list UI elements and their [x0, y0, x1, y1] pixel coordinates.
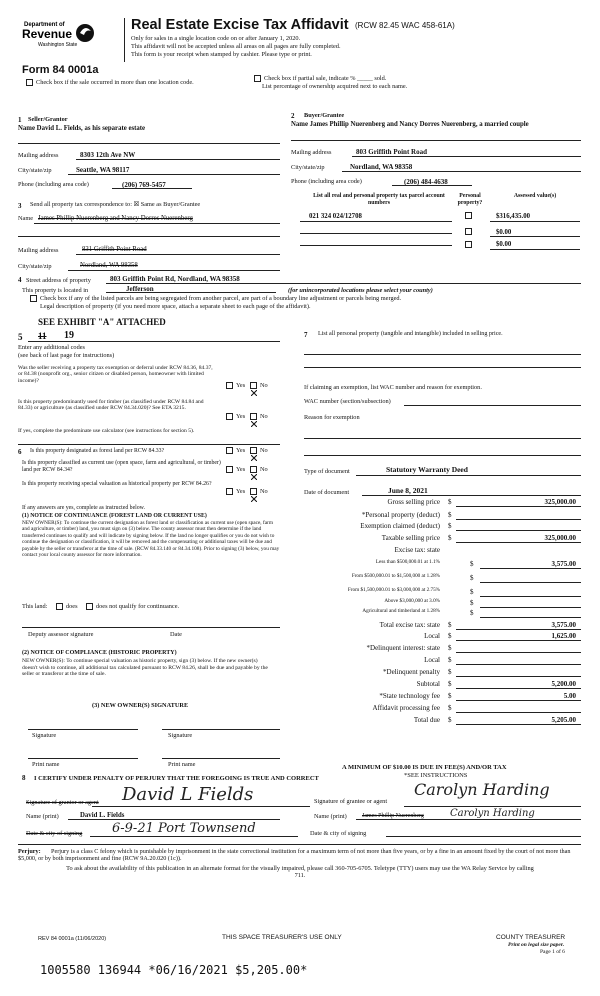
does-qualify-checkbox[interactable]	[56, 603, 63, 610]
rev-number: REV 84 0001a (11/06/2020)	[38, 936, 107, 942]
seller-city: Seattle, WA 98117	[76, 166, 130, 174]
parcel-number-1: 021 324 024/12708	[309, 213, 362, 220]
sec6-q2-yes-label: Yes	[236, 466, 246, 473]
calc-dollar-sign: $	[448, 644, 452, 652]
doc-date: June 8, 2021	[388, 486, 428, 495]
notice2-title: (2) NOTICE OF COMPLIANCE (HISTORIC PROPERTY)	[22, 650, 177, 656]
property-num: 4	[18, 276, 22, 284]
calc-label: *Personal property (deduct)	[361, 511, 440, 519]
buyer-phone: (206) 484-4638	[404, 178, 448, 186]
tax-corr-label: Send all property tax correspondence to: ☒ Same as Buyer/Grantee	[30, 201, 201, 208]
calc-label: Gross selling price	[387, 498, 440, 506]
sec5-q2-yes-checkbox[interactable]	[226, 413, 233, 420]
ownership-note: List percentage of ownership acquired next to each name.	[262, 83, 408, 90]
notice1-title: (1) NOTICE OF CONTINUANCE (FOREST LAND OR CURRENT USE)	[22, 513, 207, 519]
calc-label: Total due	[413, 716, 440, 724]
calc-value: 3,575.00	[551, 621, 576, 629]
multi-location-label: Check box if the sale occurred in more than one location code.	[36, 79, 194, 86]
buyer-num: 2	[291, 112, 295, 120]
reason-label: Reason for exemption	[304, 414, 360, 421]
sec5-q3: If yes, complete the predominate use calculator (see instructions for section 5).	[18, 428, 195, 434]
parcel-col-1: List all real and personal property tax parcel account numbers	[313, 193, 445, 206]
section8-num: 8	[22, 774, 26, 782]
perjury-text: Perjury is a class C felony which is punishable by imprisonment in the state correctional institution for a maximum term of not more than five years, or by a fine in an amount fixed by the court of not more than $5,000, or by both imprisonment and fine (RCW 9A.20.020 (1c)).	[18, 848, 571, 863]
personal-property-checkbox-2[interactable]	[465, 228, 472, 235]
calc-dollar-sign: $	[448, 621, 452, 629]
new-owner-sig-label: (3) NEW OWNER(S) SIGNATURE	[92, 702, 189, 709]
legal-description: SEE EXHIBIT "A" ATTACHED	[38, 317, 166, 327]
tax-corr-city: Nordland, WA 98358	[80, 262, 138, 269]
grantor-date-label: Date & city of signing	[26, 830, 83, 837]
calc-label: *Delinquent penalty	[383, 668, 440, 676]
tax-corr-mailing: 831 Griffith Point Road	[82, 246, 147, 253]
seller-phone: (206) 769-5457	[122, 181, 166, 189]
section7-num: 7	[304, 331, 308, 339]
grantee-name-label: Name (print)	[314, 813, 347, 820]
sec6-q3-yes-checkbox[interactable]	[226, 488, 233, 495]
perjury-label: Perjury:	[18, 848, 41, 855]
owner-sig-1: Signature	[32, 732, 57, 739]
page-number: Page 1 of 6	[540, 949, 565, 955]
calc-dollar-sign: $	[448, 680, 452, 688]
grantee-name-struck: James Phillip Nuerenberg	[362, 813, 424, 819]
notice1-body: NEW OWNER(S): To continue the current designation as forest land or classification as current use (open space, farm and agriculture, or timber) land, you must sign on (3) below. The county assessor must then determine if the land transferred continues to qualify and will indicate by signing below. If the land no longer qualifies or you do not wish to continue the designation or classification, it will be removed and the compensating or additional taxes will be due and payable by the seller or transferor at the time of sale. (RCW 84.33.140 or 84.34.108). Prior to signing (3) below, you may contact your local county assessor for more information.	[22, 520, 280, 559]
tax-corr-mailing-label: Mailing address	[18, 247, 59, 254]
sec6-q2: Is this property classified as current use (open space, farm and agricultural, or timber) land per RCW 84.34?	[22, 460, 221, 473]
calc-label: Local	[424, 632, 440, 640]
does-not-qualify-checkbox[interactable]	[86, 603, 93, 610]
header-note-3: This form is your receipt when stamped by cashier. Please type or print.	[131, 51, 312, 58]
minimum-note: A MINIMUM OF $10.00 IS DUE IN FEE(S) AND/OR TAX	[342, 764, 507, 771]
calc-value: 1,625.00	[551, 632, 576, 640]
property-located: Jefferson	[126, 285, 154, 293]
calc-value: 5,200.00	[551, 680, 576, 688]
calc-dollar-sign: $	[448, 656, 452, 664]
calc-dollar-sign: $	[448, 668, 452, 676]
calc-label: Total excise tax: state	[379, 621, 440, 629]
calc-dollar-sign: $	[470, 599, 474, 607]
section7-label: List all personal property (tangible and intangible) included in selling price.	[318, 331, 503, 337]
calc-label: Taxable selling price	[381, 534, 440, 542]
seller-num: 1	[18, 116, 22, 124]
calc-label: Less than $500,000.01 at 1.1%	[375, 559, 440, 565]
legal-paper-note: Print on legal size paper.	[508, 942, 565, 948]
calc-value: 5.00	[563, 692, 576, 700]
answers-note: If any answers are yes, complete as instructed below.	[22, 505, 145, 511]
svg-text:Washington State: Washington State	[38, 42, 78, 48]
segregated-checkbox[interactable]	[30, 295, 37, 302]
seller-mailing: 8303 12th Ave NW	[80, 151, 136, 159]
calc-label: Affidavit processing fee	[372, 704, 440, 712]
calc-value: 325,000.00	[544, 534, 576, 542]
sec5-q1-yes-checkbox[interactable]	[226, 382, 233, 389]
calc-dollar-sign: $	[448, 716, 452, 724]
owner-sig-2: Signature	[168, 732, 193, 739]
codes-note: (see back of last page for instructions)	[18, 352, 115, 359]
calc-dollar-sign: $	[448, 692, 452, 700]
sec5-q2-yes-label: Yes	[236, 413, 246, 420]
certify-statement: I CERTIFY UNDER PENALTY OF PERJURY THAT THE FOREGOING IS TRUE AND CORRECT	[34, 775, 319, 782]
partial-sale-label: Check box if partial sale, indicate % _____ sold.	[264, 75, 387, 82]
sec5-q2: Is this property predominantly used for timber (as classified under RCW 84.84 and 84.33) or agriculture (as classified under RCW 84.34.020)? See ETA 3215.	[18, 399, 204, 412]
doc-type-label: Type of document	[304, 468, 350, 475]
sec5-q1-no-label: No	[260, 382, 268, 389]
see-instructions: *SEE INSTRUCTIONS	[404, 772, 468, 779]
sec6-q2-no-label: No	[260, 466, 268, 473]
seller-heading: Seller/Grantor	[28, 116, 68, 123]
parcel-col-3: Assessed value(s)	[513, 193, 557, 199]
wac-label: WAC number (section/subsection)	[304, 398, 391, 405]
seller-name: Name David L. Fields, as his separate estate	[18, 125, 146, 132]
grantee-name: Carolyn Harding	[450, 808, 535, 819]
form-number: Form 84 0001a	[22, 64, 99, 76]
buyer-city-label: City/state/zip	[291, 164, 325, 171]
does-label: does	[66, 603, 78, 610]
does-not-label: does not qualify for continuance.	[96, 603, 180, 610]
owner-print-2: Print name	[168, 761, 196, 768]
deputy-date-label: Date	[170, 631, 182, 638]
seller-mailing-label: Mailing address	[18, 152, 59, 159]
buyer-mailing: 803 Griffith Point Road	[356, 148, 427, 156]
buyer-mailing-label: Mailing address	[291, 149, 332, 156]
sec5-q1-no-checkbox[interactable]	[250, 382, 257, 389]
notice2-body: NEW OWNER(S): To continue special valuation as historic property, sign (3) below. If the new owner(s) doesn't wish to continue, all additional tax calculated pursuant to RCW 84.26, shall be due and payable by the seller or transferor at the time of sale.	[22, 658, 268, 678]
calc-dollar-sign: $	[448, 704, 452, 712]
unincorporated-note: (for unincorporated locations please select your county)	[288, 287, 433, 294]
sec6-q1-yes-checkbox[interactable]	[226, 447, 233, 454]
header-note-2: This affidavit will not be accepted unless all areas on all pages are fully completed.	[131, 43, 341, 50]
calc-dollar-sign: $	[470, 588, 474, 596]
sec6-q1: Is this property designated as forest land per RCW 84.33?	[30, 448, 165, 454]
assessed-value-3: $0.00	[496, 241, 512, 248]
codes-label: Enter any additional codes	[18, 344, 85, 351]
sec6-q3-yes-label: Yes	[236, 488, 246, 495]
calc-dollar-sign: $	[470, 560, 474, 568]
calc-value: 3,575.00	[551, 560, 576, 568]
svg-text:Department of: Department of	[24, 22, 65, 28]
calc-label: From $500,000.01 to $1,500,000 at 1.28%	[351, 573, 440, 579]
tax-corr-name-label: Name	[18, 215, 34, 222]
grantee-date-label: Date & city of signing	[310, 830, 367, 837]
grantor-name: David L. Fields	[80, 812, 125, 819]
receipt-stamp: 1005580 136944 *06/16/2021 $5,205.00*	[40, 963, 308, 977]
calc-value: 5,205.00	[551, 716, 576, 724]
struck-code: 11	[38, 331, 47, 341]
property-street: 803 Griffith Point Rd, Nordland, WA 98358	[110, 275, 240, 283]
calc-label: Excise tax: state	[394, 546, 440, 554]
grantee-signature: Carolyn Harding	[414, 780, 550, 799]
revenue-logo-icon	[22, 18, 102, 50]
grantee-sig-label: Signature of grantee or agent	[314, 798, 388, 805]
tax-corr-num: 3	[18, 202, 22, 210]
legal-label: Legal description of property (if you need more space, attach a separate sheet to each page of the affidavit).	[40, 303, 311, 310]
grantor-date-city: 6-9-21 Port Townsend	[112, 821, 256, 836]
grantor-signature: David L Fields	[122, 784, 254, 805]
tax-corr-name: James Phillip Nuerenberg and Nancy Dorres Nuerenberg	[38, 215, 193, 222]
county-treasurer: COUNTY TREASURER	[496, 934, 566, 941]
calc-label: Above $3,000,000 at 3.0%	[384, 598, 440, 604]
parcel-col-2: Personal property?	[457, 193, 483, 206]
section5-num: 5	[18, 332, 23, 342]
sec5-q1-yes-label: Yes	[236, 382, 246, 389]
sec6-q1-yes-label: Yes	[236, 447, 246, 454]
sec5-q2-no-label: No	[260, 413, 268, 420]
buyer-city: Nordland, WA 98358	[350, 163, 413, 171]
deputy-sig-label: Deputy assessor signature	[28, 631, 94, 638]
doc-type: Statutory Warranty Deed	[386, 465, 468, 474]
segregated-label: Check box if any of the listed parcels are being segregated from another parcel, are part of a boundary line adjustment or parcels being merged.	[40, 295, 402, 302]
calc-dollar-sign: $	[470, 609, 474, 617]
sec6-q3-no-checkbox[interactable]	[250, 488, 257, 495]
multi-location-checkbox[interactable]	[26, 79, 33, 86]
calc-dollar-sign: $	[470, 574, 474, 582]
revenue-logo	[22, 18, 102, 50]
sec6-q1-no-label: No	[260, 447, 268, 454]
personal-property-checkbox-1[interactable]	[465, 212, 472, 219]
calc-dollar-sign: $	[448, 498, 452, 506]
treasurer-space: THIS SPACE TREASURER'S USE ONLY	[222, 934, 342, 941]
calc-label: From $1,500,000.01 to $3,000,000 at 2.75%	[347, 587, 440, 593]
accessibility-note: To ask about the availability of this publication in an alternate format for the visually impaired, please call 360-705-6705. Teletype (TTY) users may use the WA Relay Service by calling 711.	[66, 865, 534, 880]
calc-dollar-sign: $	[448, 511, 452, 519]
sec6-q2-no-checkbox[interactable]	[250, 466, 257, 473]
calc-label: Local	[424, 656, 440, 664]
sec6-q3: Is this property receiving special valuation as historical property per RCW 84.26?	[22, 481, 212, 487]
grantor-sig-label: Signature of grantor or agent	[26, 799, 99, 806]
form-title: Real Estate Excise Tax Affidavit	[131, 17, 349, 33]
sec6-q1-no-checkbox[interactable]	[250, 447, 257, 454]
calc-label: *State technology fee	[379, 692, 440, 700]
property-street-label: Street address of property	[26, 277, 91, 284]
this-land-label: This land:	[22, 603, 48, 610]
form-statute: (RCW 82.45 WAC 458-61A)	[355, 21, 455, 30]
calc-label: Subtotal	[416, 680, 440, 688]
calc-dollar-sign: $	[448, 534, 452, 542]
personal-property-checkbox-3[interactable]	[465, 241, 472, 248]
calc-label: *Delinquent interest: state	[366, 644, 440, 652]
partial-sale-checkbox[interactable]	[254, 75, 261, 82]
buyer-heading: Buyer/Grantee	[304, 112, 345, 119]
owner-print-1: Print name	[32, 761, 60, 768]
sec5-q2-no-checkbox[interactable]	[250, 413, 257, 420]
seller-phone-label: Phone (including area code)	[18, 181, 89, 188]
calc-value: 325,000.00	[544, 498, 576, 506]
sec5-q1: Was the seller receiving a property tax exemption or deferral under RCW 84.36, 84.37, or 84.38 (nonprofit org., senior citizen or disabled person, homeowner with limited income)?	[18, 365, 213, 384]
calc-label: Exemption claimed (deduct)	[360, 522, 440, 530]
header-note-1: Only for sales in a single location code on or after January 1, 2020.	[131, 35, 301, 42]
buyer-phone-label: Phone (including area code)	[291, 178, 362, 185]
sec6-q2-yes-checkbox[interactable]	[226, 466, 233, 473]
tax-corr-city-label: City/state/zip	[18, 263, 52, 270]
assessed-value-2: $0.00	[496, 229, 512, 236]
grantor-name-label: Name (print)	[26, 813, 59, 820]
seller-city-label: City/state/zip	[18, 167, 52, 174]
additional-code: 19	[64, 330, 74, 341]
svg-text:Revenue: Revenue	[22, 27, 73, 41]
section6-num: 6	[18, 448, 22, 456]
doc-date-label: Date of document	[304, 489, 350, 496]
calc-dollar-sign: $	[448, 522, 452, 530]
assessed-value-1: $316,435.00	[496, 213, 530, 220]
calc-label: Agricultural and timberland at 1.28%	[362, 608, 440, 614]
exemption-label: If claiming an exemption, list WAC number and reason for exemption.	[304, 384, 482, 391]
buyer-name: Name James Phillip Nuerenberg and Nancy Dorres Nuerenberg, a married couple	[291, 121, 529, 128]
property-located-label: This property is located in	[22, 287, 89, 294]
calc-dollar-sign: $	[448, 632, 452, 640]
sec6-q3-no-label: No	[260, 488, 268, 495]
